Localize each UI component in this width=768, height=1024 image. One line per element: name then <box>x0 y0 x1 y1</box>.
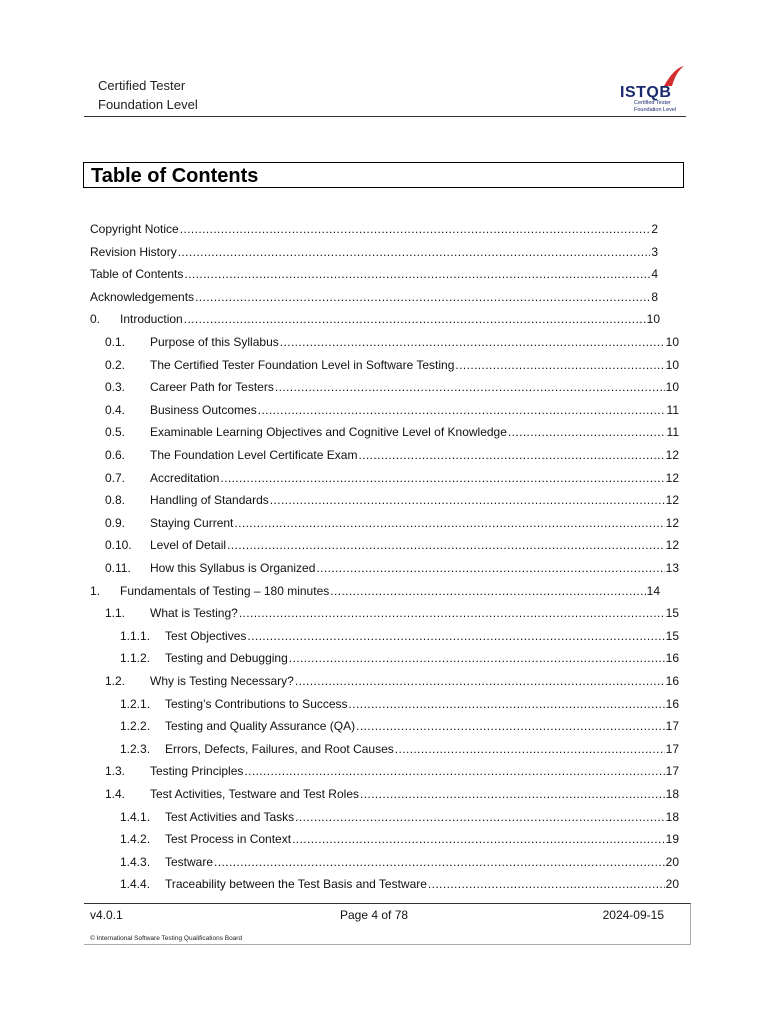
toc-dot-leader <box>258 400 666 420</box>
toc-entry-title: Test Activities, Testware and Test Roles <box>150 787 359 801</box>
toc-dot-leader <box>428 874 665 894</box>
toc-entry-number: 1. <box>90 583 101 598</box>
toc-entry-page: 17 <box>665 741 679 756</box>
toc-entry[interactable] <box>105 603 679 623</box>
toc-entry[interactable] <box>90 242 658 262</box>
toc-entry[interactable] <box>105 558 679 578</box>
toc-entry[interactable] <box>120 807 679 827</box>
footer-version: v4.0.1 <box>90 908 123 922</box>
toc-entry-title: Testing Principles <box>150 764 244 779</box>
toc-entry-page: 17 <box>665 719 679 734</box>
toc-entry-number: 1.2.1. <box>120 696 151 711</box>
toc-dot-leader <box>178 242 651 262</box>
toc-entry-number: 1.4.3. <box>120 854 151 869</box>
toc-entry-number: 1.4.2. <box>120 832 151 847</box>
toc-entry-page: 12 <box>665 538 679 553</box>
toc-entry-title: Acknowledgements <box>90 289 195 304</box>
toc-entry-title: Copyright Notice <box>90 222 179 236</box>
toc-entry-title: Introduction <box>120 312 183 327</box>
toc-entry-number: 0.7. <box>105 470 126 485</box>
toc-dot-leader <box>295 671 665 691</box>
toc-entry-title: Traceability between the Test Basis and Testware <box>165 877 427 892</box>
toc-dot-leader <box>292 829 665 849</box>
toc-entry-title: Handling of Standards <box>150 493 269 508</box>
toc-entry[interactable] <box>105 377 679 397</box>
toc-entry-number: 0.3. <box>105 380 126 395</box>
header-line-2: Foundation Level <box>98 97 198 112</box>
footer-date: 2024-09-15 <box>602 908 664 922</box>
toc-entry[interactable] <box>90 581 660 601</box>
toc-dot-leader <box>214 852 665 872</box>
toc-entry-number: 0.8. <box>105 493 126 508</box>
logo-subtitle-line-2: Foundation Level <box>634 106 677 113</box>
toc-entry-page: 12 <box>665 515 679 530</box>
toc-entry-page: 15 <box>665 628 679 643</box>
toc-dot-leader <box>455 355 664 375</box>
toc-entry[interactable] <box>105 400 679 420</box>
toc-entry-title: Test Objectives <box>165 628 247 643</box>
toc-dot-leader <box>395 739 665 759</box>
toc-entry-number: 1.4. <box>105 787 126 801</box>
toc-entry-title: Test Process in Context <box>165 832 292 847</box>
toc-dot-leader <box>508 422 666 442</box>
toc-entry-title: Accreditation <box>150 470 220 485</box>
toc-entry-title: How this Syllabus is Organized <box>150 561 316 575</box>
toc-entry[interactable] <box>120 716 679 736</box>
toc-entry[interactable] <box>90 264 658 284</box>
toc-dot-leader <box>184 309 646 329</box>
toc-entry-page: 10 <box>646 312 660 327</box>
toc-dot-leader <box>220 468 664 488</box>
toc-entry-number: 0.5. <box>105 425 126 440</box>
toc-entry-page: 11 <box>666 402 679 417</box>
toc-entry-title: Staying Current <box>150 515 234 530</box>
toc-entry-number: 0.2. <box>105 357 126 372</box>
toc-dot-leader <box>247 626 664 646</box>
toc-entry[interactable] <box>105 332 679 352</box>
toc-entry-page: 12 <box>665 448 679 462</box>
toc-entry-page: 18 <box>665 787 679 801</box>
toc-entry-page: 18 <box>665 809 679 824</box>
toc-dot-leader <box>234 513 664 533</box>
header-divider <box>84 116 686 117</box>
toc-entry-number: 1.2.3. <box>120 741 151 756</box>
toc-entry-number: 0.11. <box>105 561 131 575</box>
toc-entry[interactable] <box>105 422 679 442</box>
toc-entry-page: 20 <box>665 877 679 892</box>
document-header <box>98 76 198 114</box>
toc-entry-title: The Foundation Level Certificate Exam <box>150 448 358 462</box>
toc-dot-leader <box>316 558 664 578</box>
toc-entry-number: 1.2.2. <box>120 719 151 734</box>
logo-wordmark: ISTQB <box>620 84 672 101</box>
toc-entry-number: 1.4.1. <box>120 809 151 824</box>
toc-entry-page: 8 <box>651 289 658 304</box>
toc-entry-page: 10 <box>665 335 679 349</box>
toc-entry-page: 17 <box>665 764 679 779</box>
logo-subtitle <box>634 100 676 113</box>
footer-page-number: Page 4 of 78 <box>340 908 409 922</box>
toc-entry-page: 2 <box>651 222 658 236</box>
toc-title-box <box>83 162 684 188</box>
toc-dot-leader <box>280 332 665 352</box>
toc-entry-number: 1.4.4. <box>120 877 151 892</box>
toc-dot-leader <box>349 694 665 714</box>
toc-dot-leader <box>275 377 665 397</box>
istqb-logo <box>612 62 684 116</box>
toc-dot-leader <box>360 784 665 804</box>
toc-entry[interactable] <box>105 671 679 691</box>
toc-entry-title: Career Path for Testers <box>150 380 274 395</box>
toc-entry[interactable] <box>105 761 679 781</box>
toc-entry-title: Testing’s Contributions to Success <box>165 696 348 711</box>
toc-entry-title: Errors, Defects, Failures, and Root Causes <box>165 741 394 756</box>
toc-dot-leader <box>358 445 664 465</box>
logo-subtitle-line-1: Certified Tester <box>634 100 671 106</box>
toc-entry-title: Business Outcomes <box>150 402 257 417</box>
toc-entry[interactable] <box>90 219 658 239</box>
toc-entry-page: 16 <box>665 674 679 688</box>
toc-entry[interactable] <box>120 852 679 872</box>
toc-entry-page: 20 <box>665 854 679 869</box>
toc-entry-title: What is Testing? <box>150 606 238 621</box>
toc-entry-page: 13 <box>665 561 679 575</box>
toc-dot-leader <box>239 603 665 623</box>
toc-dot-leader <box>184 264 650 284</box>
toc-dot-leader <box>180 219 651 239</box>
toc-entry-title: Why is Testing Necessary? <box>150 674 294 688</box>
header-line-1: Certified Tester <box>98 78 186 93</box>
toc-entry-page: 4 <box>651 267 658 282</box>
toc-entry-page: 15 <box>665 606 679 621</box>
toc-entry[interactable] <box>105 445 679 465</box>
toc-entry-page: 12 <box>665 470 679 485</box>
toc-dot-leader <box>195 287 650 307</box>
toc-entry[interactable] <box>90 309 660 329</box>
toc-entry-page: 19 <box>665 832 679 847</box>
toc-entry-number: 1.3. <box>105 764 126 779</box>
toc-dot-leader <box>330 581 645 601</box>
toc-entry-title: Purpose of this Syllabus <box>150 335 279 349</box>
toc-entry-number: 1.1.2. <box>120 651 151 666</box>
toc-entry[interactable] <box>120 874 679 894</box>
toc-entry-title: Testing and Quality Assurance (QA) <box>165 719 356 734</box>
toc-entry-page: 10 <box>665 380 679 395</box>
toc-entry-number: 0.10. <box>105 538 132 553</box>
toc-entry-title: Revision History <box>90 244 177 259</box>
toc-entry-number: 1.1. <box>105 606 126 621</box>
toc-entry-page: 10 <box>665 357 679 372</box>
toc-dot-leader <box>227 535 665 555</box>
toc-entry-title: The Certified Tester Foundation Level in Software Testing <box>150 357 455 372</box>
toc-entry[interactable] <box>105 513 679 533</box>
toc-entry-page: 14 <box>646 583 660 598</box>
toc-entry-page: 16 <box>665 696 679 711</box>
toc-entry-number: 0.6. <box>105 448 126 462</box>
toc-entry[interactable] <box>105 490 679 510</box>
toc-entry-number: 0.9. <box>105 515 126 530</box>
toc-entry-title: Table of Contents <box>90 267 184 282</box>
toc-entry[interactable] <box>105 355 679 375</box>
toc-entry-number: 1.2. <box>105 674 126 688</box>
toc-entry-page: 3 <box>651 244 658 259</box>
toc-entry-number: 1.1.1. <box>120 628 151 643</box>
toc-entry[interactable] <box>90 287 658 307</box>
toc-entry-title: Examinable Learning Objectives and Cognitive Level of Knowledge <box>150 425 507 440</box>
toc-entry[interactable] <box>120 648 679 668</box>
toc-entry-title: Testing and Debugging <box>165 651 288 666</box>
toc-entry[interactable] <box>120 626 679 646</box>
toc-entry-page: 12 <box>665 493 679 508</box>
toc-dot-leader <box>295 807 664 827</box>
toc-entry-page: 16 <box>665 651 679 666</box>
toc-entry-title: Fundamentals of Testing – 180 minutes <box>120 583 330 598</box>
page-footer <box>84 903 691 945</box>
toc-entry[interactable] <box>105 468 679 488</box>
toc-dot-leader <box>289 648 665 668</box>
toc-entry-number: 0. <box>90 312 101 327</box>
toc-entry-page: 11 <box>666 425 679 440</box>
toc-entry-title: Test Activities and Tasks <box>165 809 295 824</box>
page-title: Table of Contents <box>91 165 259 187</box>
toc-entry-title: Testware <box>165 854 214 869</box>
toc-entry[interactable] <box>120 739 679 759</box>
footer-copyright: © International Software Testing Qualifications Board <box>90 935 243 942</box>
toc-entry[interactable] <box>120 694 679 714</box>
toc-dot-leader <box>356 716 665 736</box>
toc-entry-number: 0.4. <box>105 402 126 417</box>
toc-dot-leader <box>270 490 665 510</box>
toc-entry[interactable] <box>120 829 679 849</box>
toc-dot-leader <box>244 761 664 781</box>
toc-entry[interactable] <box>105 535 679 555</box>
toc-entry[interactable] <box>105 784 679 804</box>
toc-entry-number: 0.1. <box>105 335 126 349</box>
toc-entry-title: Level of Detail <box>150 538 227 553</box>
